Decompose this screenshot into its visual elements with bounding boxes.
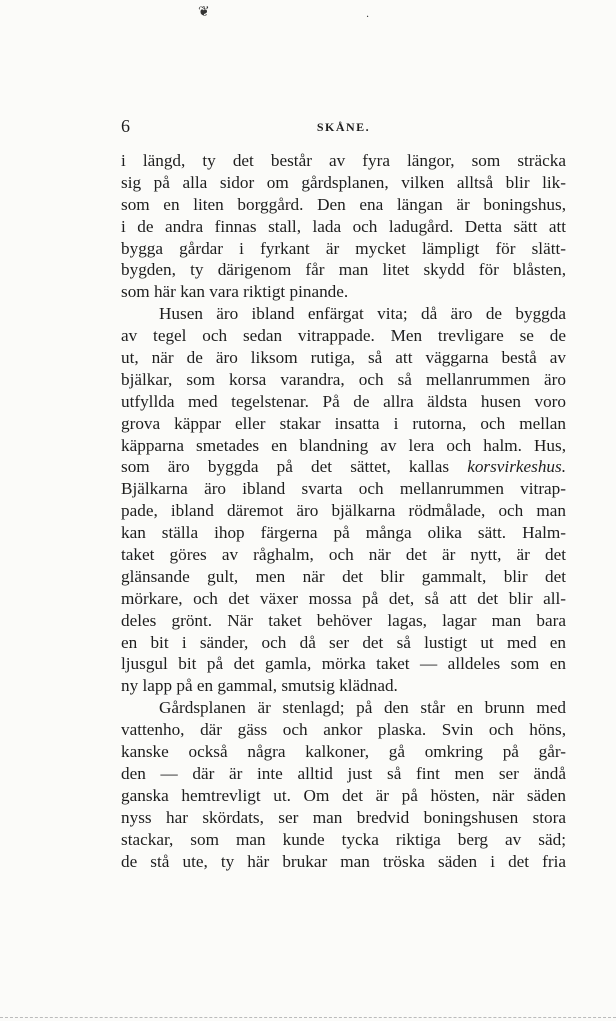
text-line: taket göres av råghalm, och när det är nytt, är det [121, 545, 566, 565]
text-line: sig på alla sidor om gårdsplanen, vilken alltså blir lik- [121, 172, 566, 192]
text-line: stackar, som man kunde tycka riktiga berg av säd; [121, 829, 566, 849]
ornament-mark: ❦ [198, 4, 210, 20]
text-line: ganska hemtrevligt ut. Om det är på hösten, när säden [121, 785, 566, 805]
italic-term: korsvirkeshus. [467, 457, 566, 477]
page-edge-rule [0, 1017, 616, 1018]
text-line: den — där är inte alltid just så fint men ser ändå [121, 763, 566, 783]
text-line: ny lapp på en gammal, smutsig klädnad. [121, 676, 398, 696]
text-line: i de andra finnas stall, lada och ladugård. Detta sätt att [121, 216, 566, 236]
body-text [121, 150, 566, 872]
text-line: ljusgul bit på det gamla, mörka taket — alldeles som en [121, 654, 566, 674]
text-line: kan ställa ihop färgerna på många olika sätt. Halm- [121, 523, 566, 543]
text-line: bygga gårdar i fyrkant är mycket lämpligt för slätt- [121, 238, 566, 258]
text-line: en bit i sänder, och då ser det så lustigt ut med en [121, 632, 566, 652]
speck-mark: · [366, 12, 370, 23]
text-line: bygden, ty därigenom får man litet skydd för blåsten, [121, 260, 566, 280]
text-line: som här kan vara riktigt pinande. [121, 282, 349, 302]
text-line: bjälkar, som korsa varandra, och så mellanrummen äro [121, 369, 566, 389]
text-line: glänsande gult, men när det blir gammalt, blir det [121, 566, 566, 586]
running-head: SKÅNE. [316, 120, 371, 134]
text-line: käpparna smetades en blandning av lera och halm. Hus, [121, 435, 566, 455]
page-header [121, 114, 566, 138]
text-line: ut, när de äro liksom rutiga, så att väggarna bestå av [121, 348, 566, 368]
text-line: vattenho, där gäss och ankor plaska. Svin och höns, [121, 720, 566, 740]
text-line: i längd, ty det består av fyra längor, som sträcka [121, 151, 566, 170]
page-number: 6 [121, 116, 130, 136]
text-line: Bjälkarna äro ibland svarta och mellanrummen vitrap- [121, 479, 566, 499]
text-line: Husen äro ibland enfärgat vita; då äro de byggda [159, 304, 566, 324]
text-line: de stå ute, ty här brukar man tröska säden i det fria [121, 851, 566, 871]
text-line: Gårdsplanen är stenlagd; på den står en brunn med [159, 698, 566, 718]
text-line: mörkare, och det växer mossa på det, så att det blir all- [121, 588, 566, 608]
text-line-with-term [121, 456, 566, 478]
text-segment: som äro byggda på det sättet, kallas [121, 457, 450, 477]
text-line: grova käppar eller stakar insatta i rutorna, och mellan [121, 413, 566, 433]
text-line: kanske också några kalkoner, gå omkring på går- [121, 742, 566, 762]
text-line: nyss har skördats, ser man bredvid boningshusen stora [121, 807, 566, 827]
text-line: pade, ibland däremot äro bjälkarna rödmålade, och man [121, 501, 566, 521]
text-line: av tegel och sedan vitrappade. Men trevligare se de [121, 326, 566, 346]
text-line: utfyllda med tegelstenar. På de allra äldsta husen voro [121, 391, 566, 411]
text-line: som en liten borggård. Den ena längan är boningshus, [121, 194, 566, 214]
text-line: deles grönt. När taket behöver lagas, lagar man bara [121, 610, 566, 630]
